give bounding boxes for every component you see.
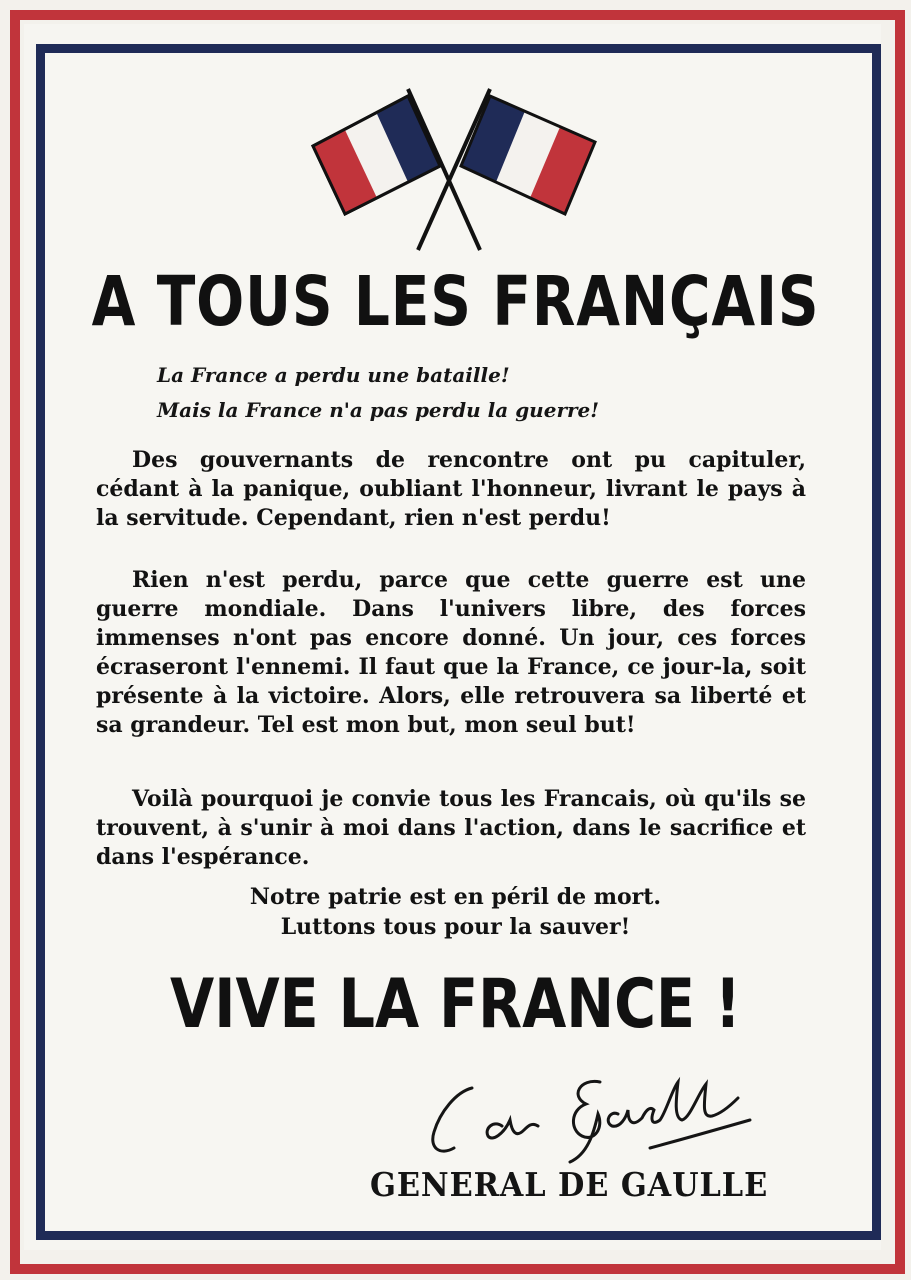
paragraph-3: Voilà pourquoi je convie tous les Francais, où qu'ils se trouvent, à s'unir à moi dans l'action, dans le sacrifice et dans l'espérance.: [96, 786, 806, 870]
closing-line-1: Notre patrie est en péril de mort.: [249, 884, 662, 910]
paragraph-1: Des gouvernants de rencontre ont pu capituler, cédant à la panique, oubliant l'honneur, livrant le pays à la servitude. Cependant, rien n'est perdu!: [96, 447, 806, 531]
subtitle-line-2: Mais la France n'a pas perdu la guerre!: [157, 398, 600, 422]
closing-line-2: Luttons tous pour la sauver!: [280, 914, 631, 940]
paragraph-2: Rien n'est perdu, parce que cette guerre est une guerre mondiale. Dans l'univers libre, des forces immenses n'ont pas encore donné. Un jour, ces forces écraseront l'ennemi. Il faut que la France, ce jour-la, soit présente à la victoire. Alors, elle retrouvera sa liberté et sa grandeur. Tel est mon but, mon seul but!: [96, 567, 806, 738]
poster-title: A TOUS LES FRANÇAIS: [91, 262, 820, 342]
crossed-flags-icon: [308, 84, 608, 259]
signatory-name: GENERAL DE GAULLE: [370, 1165, 769, 1204]
slogan: VIVE LA FRANCE !: [170, 965, 741, 1044]
subtitle-line-1: La France a perdu une bataille!: [157, 363, 510, 387]
right-flag-icon: [461, 96, 595, 214]
signature-image: [420, 1070, 760, 1170]
